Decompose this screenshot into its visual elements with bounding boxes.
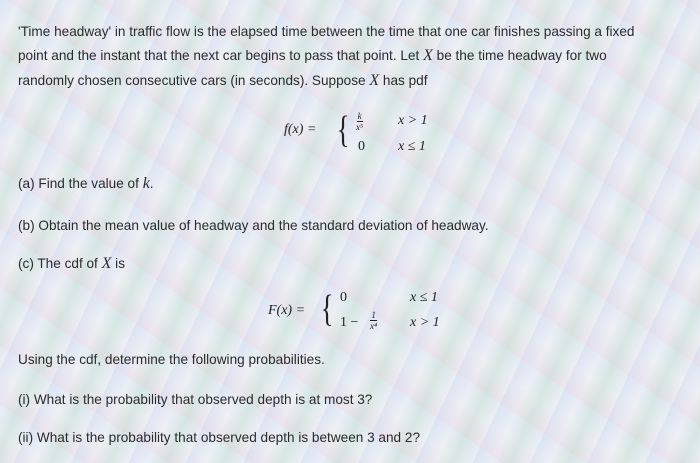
intro-text-2b: be the time headway for two	[432, 48, 607, 63]
question-ii-text: (ii) What is the probability that observed depth is between 3 and 2?	[18, 430, 421, 445]
intro-line-2	[18, 46, 607, 66]
pdf-brace: {	[336, 109, 350, 151]
question-ii	[18, 428, 420, 448]
question-i	[18, 390, 372, 410]
intro-text-2a: point and the instant that the next car begins to pass that point. Let	[18, 48, 424, 63]
part-a-text: (a) Find the value of	[18, 176, 143, 191]
pdf-case1-fraction: $\frac{k}{\text{x⁵}}$	[356, 111, 364, 132]
intro-text-3a: randomly chosen consecutive cars (in seconds). Suppose	[18, 73, 370, 88]
pdf-case1-condition: x > 1	[398, 113, 428, 128]
variable-k: k	[142, 175, 150, 192]
question-i-text: (i) What is the probability that observed depth is at most 3?	[18, 392, 373, 407]
using-cdf-line	[18, 350, 325, 370]
intro-text-1: 'Time headway' in traffic flow is the elapsed time between the time that one car finishes passing a fixed	[18, 24, 635, 39]
intro-line-3	[18, 71, 428, 91]
cdf-brace: {	[320, 288, 334, 330]
variable-x: X	[369, 72, 380, 89]
part-b-text: (b) Obtain the mean value of headway and the standard deviation of headway.	[18, 218, 489, 233]
pdf-lhs: f(x) =	[284, 122, 317, 137]
pdf-case2-value: 0	[358, 139, 365, 154]
using-cdf-text: Using the cdf, determine the following probabilities.	[18, 352, 325, 367]
part-c-text: (c) The cdf of	[18, 256, 102, 271]
cdf-case2-condition: x > 1	[410, 315, 440, 330]
pdf-case2-condition: x ≤ 1	[398, 139, 426, 154]
part-a: (a) Find the value of k.	[18, 175, 154, 192]
part-b	[18, 216, 489, 236]
intro-text-3b: has pdf	[379, 73, 428, 88]
cdf-lhs: F(x) =	[268, 303, 306, 318]
intro-line-1	[18, 22, 634, 42]
cdf-case2-prefix: 1 −	[340, 315, 359, 330]
variable-x: X	[423, 47, 433, 64]
part-c: (c) The cdf of X is	[18, 255, 125, 272]
cdf-case1-value: 0	[340, 290, 347, 305]
cdf-case1-condition: x ≤ 1	[410, 290, 438, 305]
cdf-case2-fraction: $\frac{1}{\text{x⁴}}$	[370, 310, 378, 331]
variable-x: X	[101, 255, 112, 272]
